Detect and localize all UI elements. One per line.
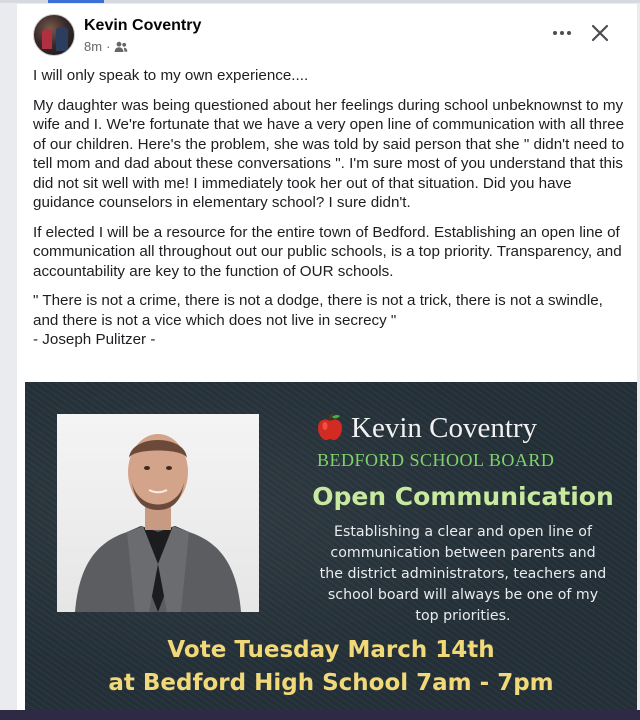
flyer-description: Establishing a clear and open line of communication between parents and the district administrators, teachers and school board will always be one of my top priorities.: [319, 524, 607, 624]
flyer-vote-info: Vote Tuesday March 14th at Bedford High School 7am - 7pm: [108, 637, 554, 696]
top-bar: [0, 0, 640, 3]
post-body: [33, 66, 631, 350]
post-quote: " There is not a crime, there is not a dodge, there is not a trick, there is not a swindle, and there is not a vice which does not live in secrecy " - Joseph Pulitzer -: [33, 292, 603, 348]
author-name[interactable]: Kevin Coventry: [84, 17, 202, 34]
post-time[interactable]: 8m: [84, 39, 103, 54]
close-icon[interactable]: [587, 20, 613, 46]
campaign-flyer-image[interactable]: [25, 382, 637, 710]
post-paragraph: If elected I will be a resource for the entire town of Bedford. Establishing an open line of communication all throughout out our public schools, is a top priority. Transparency, and accountability are key to the function of OUR schools.: [33, 223, 622, 280]
flyer-board: BEDFORD SCHOOL BOARD: [317, 450, 555, 470]
avatar[interactable]: [33, 14, 75, 56]
post-paragraph: My daughter was being questioned about her feelings during school unbeknownst to my wife and I. We're fortunate that we have a very open line of communication with all three of our children. Here's the problem, she was told by said person that she " didn't need to tell mom and dad about these conversations ". I'm sure most of you understand that this did not sit well with me! I immediately took her out of that situation. Did you have guidance counselors in elementary school? I sure didn't.: [33, 96, 625, 211]
flyer-brand: [315, 410, 615, 444]
post-paragraph: I will only speak to my own experience....: [33, 67, 309, 84]
candidate-photo: [57, 414, 259, 612]
apple-icon: [315, 412, 345, 442]
flyer-headline: Open Communication: [312, 482, 614, 511]
post-header: [17, 4, 637, 64]
flyer-candidate-name: Kevin Coventry: [351, 412, 538, 444]
more-options-icon[interactable]: [549, 22, 575, 44]
active-tab-indicator: [48, 0, 104, 3]
bottom-bar: [0, 710, 640, 720]
post-meta: [84, 39, 128, 54]
meta-separator: ·: [106, 39, 111, 54]
friends-icon: [114, 41, 128, 53]
post-card: [17, 4, 637, 710]
